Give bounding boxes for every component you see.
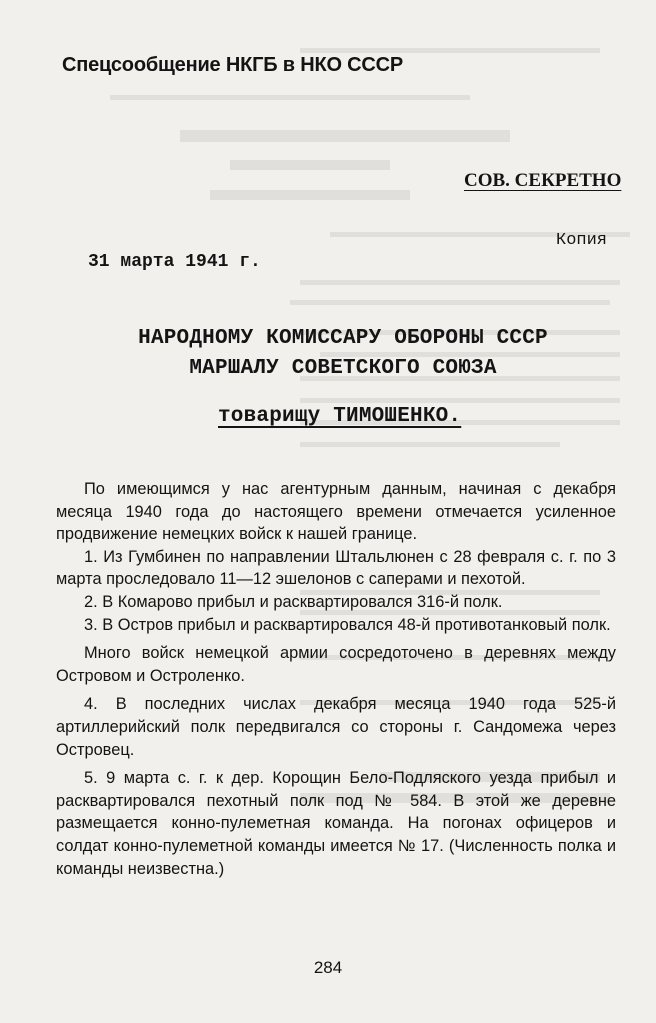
addressee-line-2: МАРШАЛУ СОВЕТСКОГО СОЮЗА — [189, 357, 497, 380]
page-number: 284 — [313, 958, 343, 977]
paragraph-intro: По имеющимся у нас агентурным данным, начиная с декабря месяца 1940 года до настоящего времени отмечается усиленное продвижение немецких войск к нашей границе. — [56, 480, 616, 544]
paragraph-item-4: 4. В последних числах декабря месяца 1940 года 525-й артиллерийский полк передвигался со стороны г. Сандомежа через Островец. — [56, 695, 616, 759]
classification-stamp: СОВ. СЕКРЕТНО — [464, 170, 622, 191]
addressee-line-1: НАРОДНОМУ КОМИССАРУ ОБОРОНЫ СССР — [138, 327, 548, 350]
document-body — [56, 478, 616, 880]
page-heading: Спецсообщение НКГБ в НКО СССР — [62, 54, 404, 76]
paragraph-item-1: 1. Из Гумбинен по направлении Штальлюнен с 28 февраля с. г. по 3 марта проследовало 11—12 эшелонов с саперами и пехотой. — [56, 547, 616, 589]
addressee-line-3: товарищу ТИМОШЕНКО. — [218, 405, 462, 428]
paragraph-item-2: 2. В Комарово прибыл и расквартировался 316-й полк. — [84, 592, 503, 611]
paragraph-item-3: 3. В Остров прибыл и расквартировался 48-й противотанковый полк. — [84, 615, 611, 634]
document-date: 31 марта 1941 г. — [88, 252, 261, 272]
copy-label: Копия — [556, 231, 608, 250]
paragraph-troops: Много войск немецкой армии сосредоточено в деревнях между Островом и Остроленко. — [56, 644, 616, 685]
paragraph-item-5: 5. 9 марта с. г. к дер. Корощин Бело-Подляского уезда прибыл и расквартировался пехотный полк под № 584. В этой же деревне размещается конно-пулеметная команда. На погонах офицеров и солдат конно-пулеметной команды имеется № 17. (Численность полка и команды неизвестна.) — [56, 769, 616, 878]
